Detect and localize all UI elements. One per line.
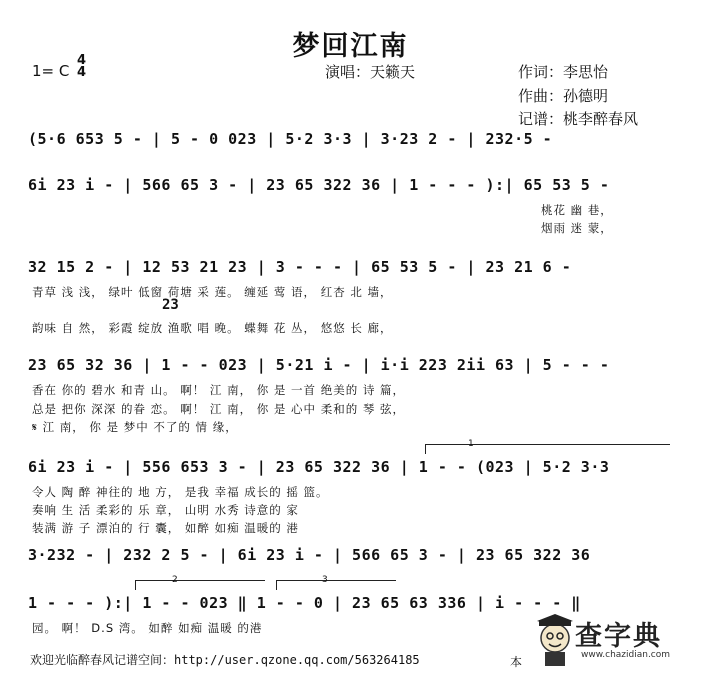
site-logo (535, 612, 695, 668)
staff-row-3: 32 15 2 - | 12 53 21 23 | 3 - - - | 65 53 5 - | 23 21 6 - (28, 258, 572, 276)
lyric-row4-line2: 总是 把你 深深 的眷 恋。 啊！ 江 南， 你 是 心中 柔和的 琴 弦， (32, 402, 406, 416)
verse-label-2: 烟雨 迷 蒙， (541, 221, 613, 235)
lyric-row5-line3: 装满 游 子 漂泊的 行 囊， 如醉 如痴 温暖的 港 (32, 521, 299, 535)
volta-number-1: 1 (468, 439, 474, 449)
volta-line-3 (276, 580, 396, 581)
staff-row-5: 6i 23 i - | 556 653 3 - | 23 65 322 36 | 1 - - (023 | 5·2 3·3 (28, 458, 610, 476)
lyric-row3-line1: 青草 浅 浅， 绿叶 低窗 荷塘 采 莲。 缠延 莺 语， 红杏 北 墙， (32, 285, 393, 299)
composer-credit: 作曲：孙德明 (518, 87, 609, 105)
volta-line-1 (425, 444, 670, 445)
logo-url: www.chazidian.com (581, 650, 671, 660)
alt-notes: 23 (162, 297, 179, 313)
time-signature (77, 55, 86, 79)
mascot-icon (535, 612, 575, 668)
footer-ben: 本 (510, 655, 523, 669)
logo-text: 查字典 (575, 621, 662, 652)
lyric-row4-line1: 香在 你的 碧水 和青 山。 啊！ 江 南， 你 是 一首 绝美的 诗 篇， (32, 383, 406, 397)
lyric-row7: 园。 啊！ D.S 湾。 如醉 如痴 温暖 的港 (32, 621, 263, 635)
volta-hook-1 (425, 444, 426, 454)
staff-row-6: 3·232 - | 232 2 5 - | 6i 23 i - | 566 65 3 - | 23 65 322 36 (28, 546, 591, 564)
singer-credit: 演唱：天籁天 (325, 63, 416, 81)
verse-label-1: 桃花 幽 巷， (541, 203, 613, 217)
staff-row-1: (5·6 653 5 - | 5 - 0 023 | 5·2 3·3 | 3·23 2 - | 232·5 - (28, 130, 553, 148)
footer-text: 欢迎光临醉春风记谱空间：http://user.qzone.qq.com/563264185 (30, 653, 420, 667)
volta-hook-3 (276, 580, 277, 590)
volta-line-2 (135, 580, 265, 581)
staff-row-4: 23 65 32 36 | 1 - - 023 | 5·21 i - | i·i 223 2ii 63 | 5 - - - (28, 356, 610, 374)
staff-row-7: 1 - - - ):| 1 - - 023 ‖ 1 - - 0 | 23 65 63 336 | i - - - ‖ (28, 594, 581, 612)
staff-row-2: 6i 23 i - | 566 65 3 - | 23 65 322 36 | 1 - - - ):| 65 53 5 - (28, 176, 610, 194)
key-signature: 1= C (32, 62, 70, 80)
transcriber-credit: 记谱：桃李醉春风 (518, 110, 639, 128)
lyric-row3-line2: 韵味 自 然， 彩霞 绽放 渔歌 唱 晚。 蝶舞 花 丛， 悠悠 长 廊， (32, 321, 393, 335)
volta-number-2: 2 (172, 575, 178, 585)
volta-number-3: 3 (322, 575, 328, 585)
lyric-row5-line2: 奏响 生 活 柔彩的 乐 章， 山明 水秀 诗意的 家 (32, 503, 299, 517)
lyricist-credit: 作词：李思怡 (518, 63, 609, 81)
time-sig-bottom: 4 (77, 65, 87, 80)
lyric-row5-line1: 令人 陶 醉 神往的 地 方， 是我 幸福 成长的 摇 篮。 (32, 485, 329, 499)
song-title: 梦回江南 (292, 31, 409, 62)
volta-hook-2 (135, 580, 136, 590)
time-sig-top: 4 (77, 53, 87, 68)
lyric-row4-line3: 𝄋 江 南， 你 是 梦中 不了的 情 缘， (32, 420, 238, 434)
